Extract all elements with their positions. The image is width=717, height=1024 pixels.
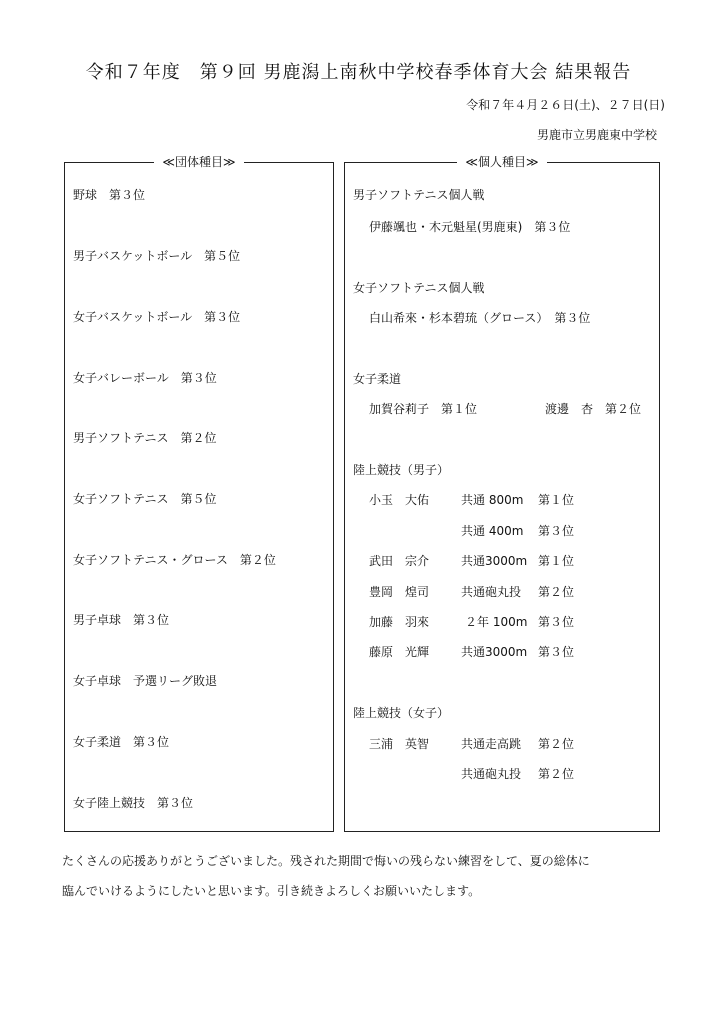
judo-heading: 女子柔道 — [353, 372, 402, 386]
team-result-girls-table-tennis: 女子卓球 予選リーグ敗退 — [73, 674, 218, 688]
team-result-girls-soft-tennis-gross: 女子ソフトテニス・グロース 第２位 — [73, 553, 276, 567]
report-title: 令和７年度 第９回 男鹿潟上南秋中学校春季体育大会 結果報告 — [85, 62, 632, 83]
team-events-box — [64, 155, 334, 832]
boys-tennis-result: 伊藤颯也・木元魁星(男鹿東) 第３位 — [369, 220, 571, 234]
track-place: 第３位 — [538, 524, 575, 538]
track-athlete-name: 三浦 英智 — [369, 737, 430, 751]
team-result-baseball: 野球 第３位 — [73, 188, 146, 202]
closing-message-line-1: たくさんの応援ありがとうございました。残された期間で悔いの残らない練習をして、夏の総体に — [62, 854, 590, 868]
track-event: 共通走高跳 — [461, 737, 522, 751]
team-result-girls-basketball: 女子バスケットボール 第３位 — [73, 310, 241, 324]
girls-tennis-heading: 女子ソフトテニス個人戦 — [353, 281, 485, 295]
track-place: 第３位 — [538, 615, 575, 629]
boys-tennis-heading: 男子ソフトテニス個人戦 — [353, 188, 485, 202]
team-events-label: ≪団体種目≫ — [65, 155, 333, 169]
track-place: 第３位 — [538, 645, 575, 659]
track-athlete-name: 武田 宗介 — [369, 554, 430, 568]
team-result-girls-soft-tennis: 女子ソフトテニス 第５位 — [73, 492, 217, 506]
school-name: 男鹿市立男鹿東中学校 — [536, 128, 657, 142]
team-result-girls-judo: 女子柔道 第３位 — [73, 735, 170, 749]
track-athlete-name: 藤原 光輝 — [369, 645, 430, 659]
track-place: 第１位 — [538, 493, 575, 507]
track-athlete-name: 豊岡 煌司 — [369, 585, 430, 599]
individual-events-box — [344, 155, 660, 832]
track-place: 第１位 — [538, 554, 575, 568]
track-event: 共通 800m — [461, 493, 524, 507]
track-event: 共通3000m — [461, 554, 528, 568]
team-result-boys-soft-tennis: 男子ソフトテニス 第２位 — [73, 431, 217, 445]
track-event: 共通砲丸投 — [461, 585, 522, 599]
team-result-girls-track: 女子陸上競技 第３位 — [73, 796, 194, 810]
track-place: 第２位 — [538, 767, 575, 781]
track-athlete-name: 加藤 羽來 — [369, 615, 430, 629]
track-athlete-name: 小玉 大佑 — [369, 493, 430, 507]
team-result-girls-volleyball: 女子バレーボール 第３位 — [73, 371, 217, 385]
track-event: 共通3000m — [461, 645, 528, 659]
track-event: 共通 400m — [461, 524, 524, 538]
judo-result-second: 渡邊 杏 第２位 — [545, 402, 642, 416]
team-result-boys-table-tennis: 男子卓球 第３位 — [73, 613, 170, 627]
track-event: ２年 100m — [465, 615, 528, 629]
closing-message-line-2: 臨んでいけるようにしたいと思います。引き続きよろしくお願いいたします。 — [62, 884, 481, 898]
track-event: 共通砲丸投 — [461, 767, 522, 781]
boys-track-heading: 陸上競技（男子） — [353, 463, 450, 477]
individual-events-label: ≪個人種目≫ — [345, 155, 659, 169]
team-result-boys-basketball: 男子バスケットボール 第５位 — [73, 249, 241, 263]
track-place: 第２位 — [538, 585, 575, 599]
event-date: 令和７年４月２６日(土)、２７日(日) — [466, 98, 665, 112]
girls-tennis-result: 白山希來・杉本碧琉（グロース） 第３位 — [369, 311, 591, 325]
girls-track-heading: 陸上競技（女子） — [353, 706, 450, 720]
track-place: 第２位 — [538, 737, 575, 751]
judo-result-first: 加賀谷莉子 第１位 — [369, 402, 478, 416]
